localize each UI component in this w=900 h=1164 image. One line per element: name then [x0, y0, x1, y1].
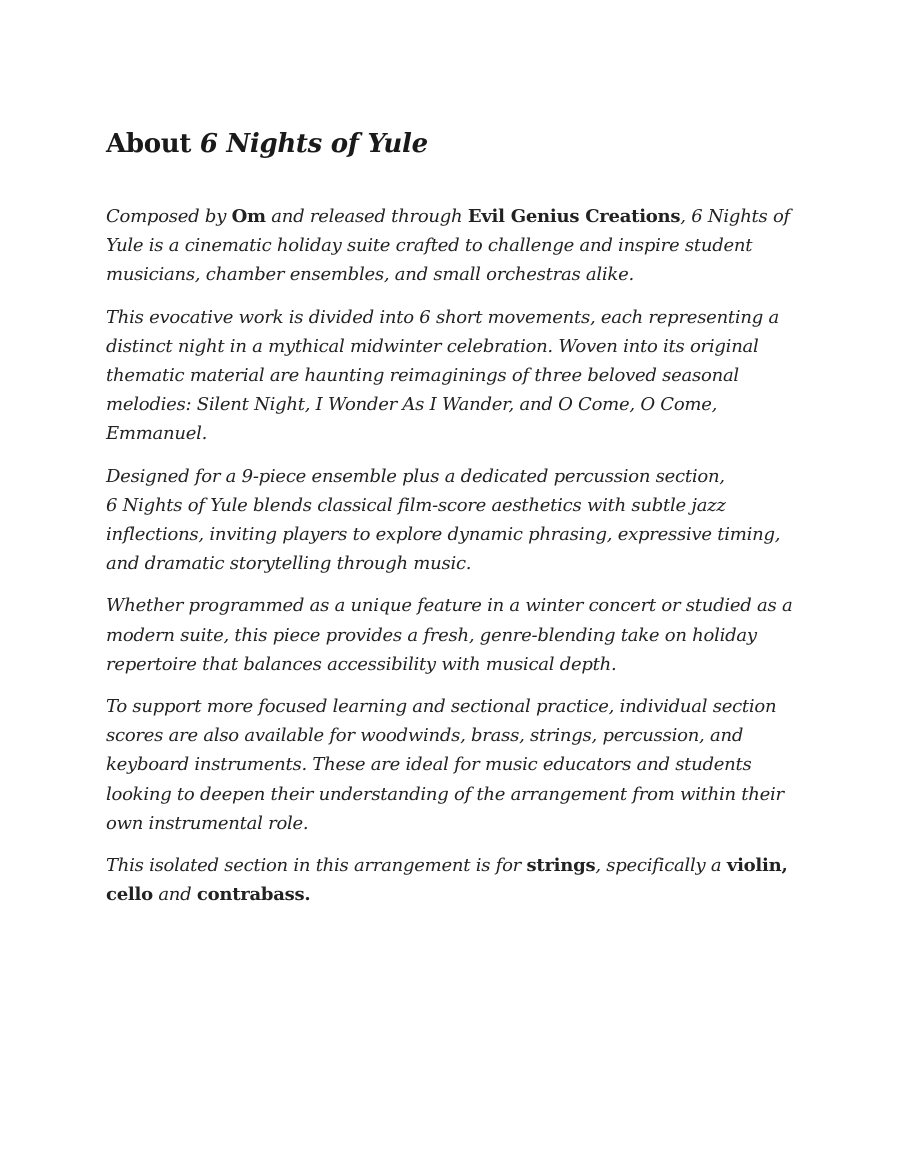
song-i-wonder: I Wonder As I Wander — [315, 394, 509, 416]
paragraph-intro — [106, 202, 806, 290]
title-prefix: About — [106, 129, 200, 159]
intro-text-3: , — [680, 206, 692, 227]
about-section — [106, 124, 806, 922]
movements-text-4: . — [201, 423, 208, 445]
work-title: 6 Nights of Yule — [106, 494, 248, 516]
instrument-cello: cello — [106, 884, 153, 906]
paragraph-movements — [106, 303, 806, 449]
paragraph-programming: Whether programmed as a unique feature in a winter concert or studied as a modern suite, this piece provides a fresh, genre-blending take on holiday repertoire that balances accessibility with musical depth. — [106, 595, 793, 675]
instrument-contrabass: contrabass. — [196, 884, 311, 906]
ensemble-text-2: blends classical film-score aesthetics with subtle jazz inflections, inviting players to explore dynamic phrasing, expressive timing, and dramatic storytelling through music. — [106, 494, 781, 575]
work-title: 6 Nights of Yule — [106, 206, 790, 257]
movements-text-2: , — [304, 394, 316, 416]
paragraph-ensemble — [106, 462, 806, 579]
movements-text-1: This evocative work is divided into 6 short movements, each representing a distinct night in a mythical midwinter celebration. Woven into its original thematic material are haunting reimaginings of three beloved seasonal melodies: — [106, 306, 779, 416]
paragraph-strings-section — [106, 851, 806, 909]
instrument-violin: violin, — [726, 855, 788, 877]
strings-text-1: This isolated section in this arrangement is for — [106, 855, 527, 877]
movements-text-3: , and — [508, 394, 559, 416]
page-title — [106, 124, 806, 164]
intro-text-4: is a cinematic holiday suite crafted to challenge and inspire student musicians, chamber ensembles, and small orchestras alike. — [106, 235, 753, 286]
title-work-name: 6 Nights of Yule — [199, 129, 428, 159]
paragraph-section-scores: To support more focused learning and sectional practice, individual section scores are also available for woodwinds, brass, strings, percussion, and keyboard instruments. These are ideal for music educators and students looking to deepen their understanding of the arrangement from within their own instrumental role. — [106, 696, 784, 834]
section-name: strings — [526, 855, 596, 877]
composer-name: Om — [231, 206, 266, 227]
strings-text-2: , specifically a — [595, 855, 727, 877]
intro-text-2: and released through — [265, 206, 468, 227]
publisher-name: Evil Genius Creations — [467, 206, 681, 227]
intro-text-1: Composed by — [106, 206, 232, 227]
song-o-come: O Come, O Come, Emmanuel — [106, 394, 718, 445]
ensemble-text-1: Designed for a 9-piece ensemble plus a dedicated percussion section, — [106, 465, 725, 487]
song-silent-night: Silent Night — [196, 394, 305, 416]
strings-text-4: and — [152, 884, 197, 906]
